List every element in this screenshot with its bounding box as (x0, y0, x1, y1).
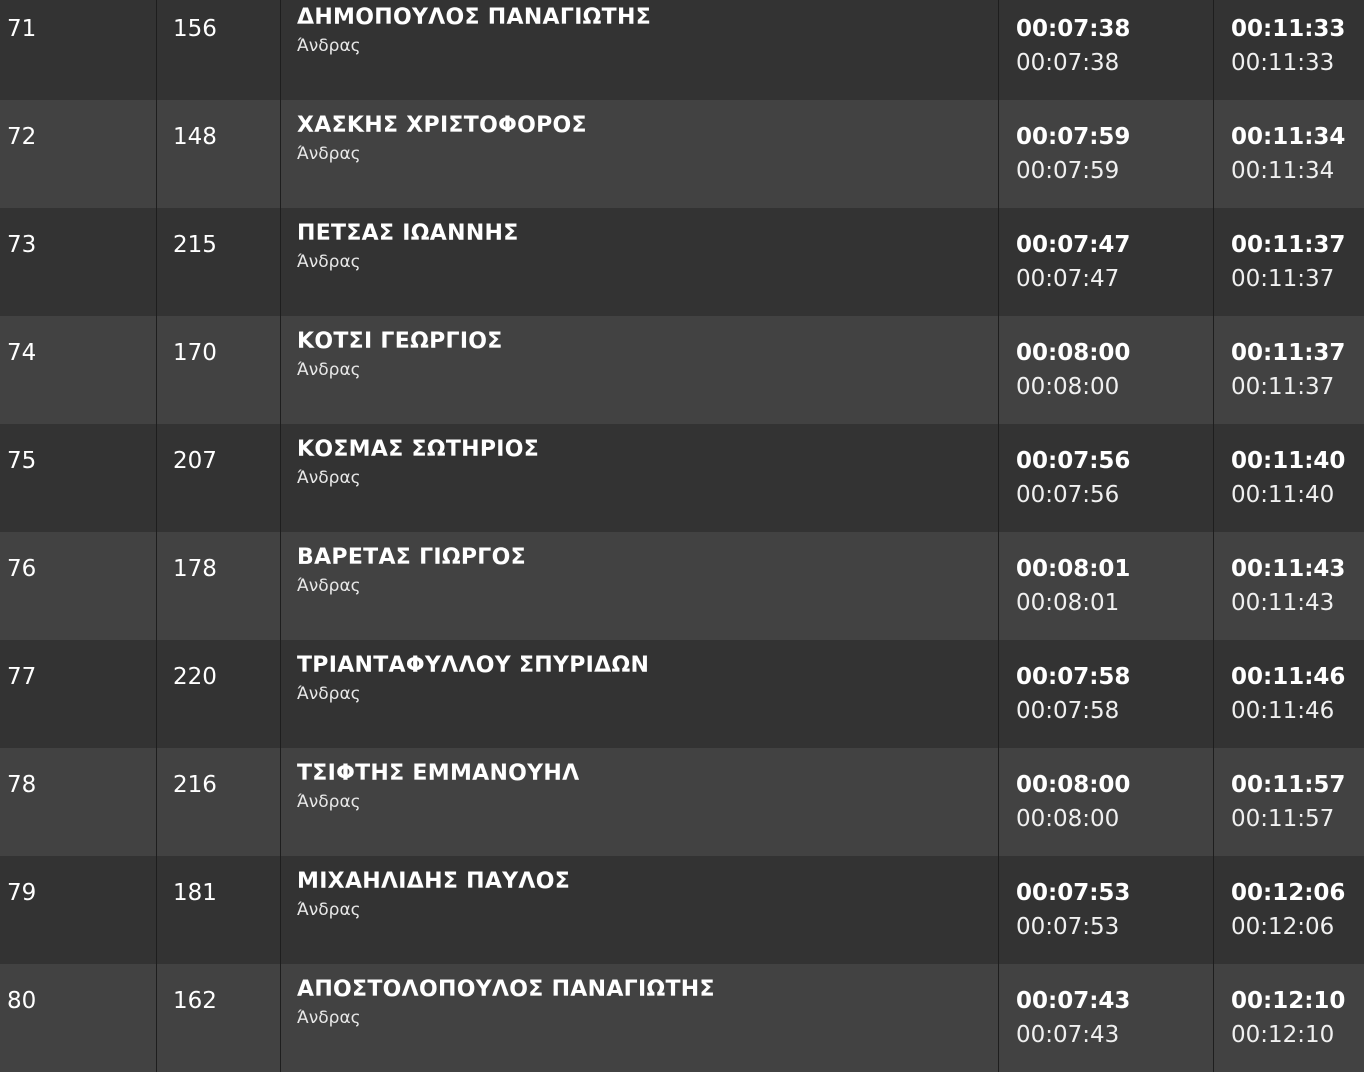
rank-cell: 74 (7, 340, 37, 366)
bib-number-cell: 216 (173, 772, 217, 798)
rank-cell: 72 (7, 124, 37, 150)
column-divider (1213, 100, 1214, 208)
time-1-secondary: 00:08:01 (1016, 590, 1120, 616)
column-divider (1213, 748, 1214, 856)
rank-cell: 71 (7, 16, 37, 42)
column-divider (1213, 424, 1214, 532)
time-1-secondary: 00:07:47 (1016, 266, 1120, 292)
time-2-primary: 00:12:06 (1231, 880, 1346, 906)
column-divider (156, 640, 157, 748)
table-row[interactable] (0, 532, 1364, 640)
column-divider (1213, 856, 1214, 964)
column-divider (280, 640, 281, 748)
time-2-primary: 00:11:37 (1231, 232, 1346, 258)
column-divider (998, 100, 999, 208)
bib-number-cell: 215 (173, 232, 217, 258)
table-row[interactable] (0, 424, 1364, 532)
column-divider (1213, 640, 1214, 748)
athlete-name: ΤΡΙΑΝΤΑΦΥΛΛΟΥ ΣΠΥΡΙΔΩΝ (297, 653, 650, 678)
column-divider (280, 100, 281, 208)
column-divider (156, 100, 157, 208)
time-2-secondary: 00:12:06 (1231, 914, 1335, 940)
athlete-category: Άνδρας (297, 144, 361, 164)
time-2-secondary: 00:11:46 (1231, 698, 1335, 724)
column-divider (280, 748, 281, 856)
bib-number-cell: 148 (173, 124, 217, 150)
column-divider (1213, 964, 1214, 1072)
column-divider (998, 208, 999, 316)
time-2-primary: 00:11:40 (1231, 448, 1346, 474)
column-divider (1213, 316, 1214, 424)
rank-cell: 77 (7, 664, 37, 690)
column-divider (156, 856, 157, 964)
athlete-name: ΧΑΣΚΗΣ ΧΡΙΣΤΟΦΟΡΟΣ (297, 113, 587, 138)
time-1-secondary: 00:07:58 (1016, 698, 1120, 724)
time-2-secondary: 00:11:34 (1231, 158, 1335, 184)
rank-cell: 73 (7, 232, 37, 258)
time-2-primary: 00:11:33 (1231, 16, 1346, 42)
column-divider (280, 316, 281, 424)
column-divider (998, 856, 999, 964)
column-divider (1213, 532, 1214, 640)
time-1-secondary: 00:07:38 (1016, 50, 1120, 76)
column-divider (156, 532, 157, 640)
bib-number-cell: 170 (173, 340, 217, 366)
bib-number-cell: 162 (173, 988, 217, 1014)
column-divider (280, 0, 281, 100)
time-2-secondary: 00:11:40 (1231, 482, 1335, 508)
time-2-primary: 00:11:57 (1231, 772, 1346, 798)
time-1-primary: 00:07:47 (1016, 232, 1131, 258)
bib-number-cell: 220 (173, 664, 217, 690)
column-divider (280, 964, 281, 1072)
table-row[interactable] (0, 316, 1364, 424)
table-row[interactable] (0, 640, 1364, 748)
athlete-category: Άνδρας (297, 900, 361, 920)
table-row[interactable] (0, 856, 1364, 964)
time-1-secondary: 00:08:00 (1016, 374, 1120, 400)
time-2-primary: 00:11:43 (1231, 556, 1346, 582)
time-2-secondary: 00:11:33 (1231, 50, 1335, 76)
column-divider (156, 0, 157, 100)
time-1-primary: 00:08:00 (1016, 772, 1131, 798)
time-1-primary: 00:08:00 (1016, 340, 1131, 366)
column-divider (156, 316, 157, 424)
time-1-secondary: 00:07:43 (1016, 1022, 1120, 1048)
column-divider (280, 424, 281, 532)
time-1-primary: 00:07:56 (1016, 448, 1131, 474)
rank-cell: 76 (7, 556, 37, 582)
time-2-secondary: 00:11:37 (1231, 374, 1335, 400)
athlete-category: Άνδρας (297, 792, 361, 812)
athlete-category: Άνδρας (297, 684, 361, 704)
time-1-primary: 00:07:58 (1016, 664, 1131, 690)
time-2-secondary: 00:11:37 (1231, 266, 1335, 292)
column-divider (280, 856, 281, 964)
column-divider (280, 532, 281, 640)
athlete-category: Άνδρας (297, 576, 361, 596)
rank-cell: 75 (7, 448, 37, 474)
rank-cell: 78 (7, 772, 37, 798)
time-2-primary: 00:12:10 (1231, 988, 1346, 1014)
rank-cell: 79 (7, 880, 37, 906)
rank-cell: 80 (7, 988, 37, 1014)
athlete-name: ΔΗΜΟΠΟΥΛΟΣ ΠΑΝΑΓΙΩΤΗΣ (297, 5, 652, 30)
column-divider (998, 748, 999, 856)
athlete-name: ΤΣΙΦΤΗΣ ΕΜΜΑΝΟΥΗΛ (297, 761, 580, 786)
bib-number-cell: 181 (173, 880, 217, 906)
table-row[interactable] (0, 748, 1364, 856)
athlete-name: ΑΠΟΣΤΟΛΟΠΟΥΛΟΣ ΠΑΝΑΓΙΩΤΗΣ (297, 977, 715, 1002)
athlete-category: Άνδρας (297, 36, 361, 56)
time-1-primary: 00:07:43 (1016, 988, 1131, 1014)
athlete-name: ΜΙΧΑΗΛΙΔΗΣ ΠΑΥΛΟΣ (297, 869, 571, 894)
time-2-primary: 00:11:34 (1231, 124, 1346, 150)
table-row[interactable] (0, 100, 1364, 208)
column-divider (998, 424, 999, 532)
column-divider (156, 424, 157, 532)
time-2-primary: 00:11:37 (1231, 340, 1346, 366)
table-row[interactable] (0, 964, 1364, 1072)
time-1-primary: 00:07:53 (1016, 880, 1131, 906)
table-row[interactable] (0, 208, 1364, 316)
athlete-name: ΒΑΡΕΤΑΣ ΓΙΩΡΓΟΣ (297, 545, 526, 570)
athlete-name: ΚΟΣΜΑΣ ΣΩΤΗΡΙΟΣ (297, 437, 540, 462)
bib-number-cell: 178 (173, 556, 217, 582)
column-divider (998, 640, 999, 748)
column-divider (998, 0, 999, 100)
column-divider (998, 316, 999, 424)
time-1-primary: 00:08:01 (1016, 556, 1131, 582)
column-divider (998, 964, 999, 1072)
athlete-category: Άνδρας (297, 468, 361, 488)
time-2-primary: 00:11:46 (1231, 664, 1346, 690)
time-1-secondary: 00:07:56 (1016, 482, 1120, 508)
time-2-secondary: 00:12:10 (1231, 1022, 1335, 1048)
time-1-secondary: 00:07:59 (1016, 158, 1120, 184)
athlete-category: Άνδρας (297, 1008, 361, 1028)
column-divider (1213, 208, 1214, 316)
column-divider (998, 532, 999, 640)
athlete-name: ΚΟΤΣΙ ΓΕΩΡΓΙΟΣ (297, 329, 503, 354)
athlete-category: Άνδρας (297, 360, 361, 380)
column-divider (156, 208, 157, 316)
column-divider (1213, 0, 1214, 100)
bib-number-cell: 207 (173, 448, 217, 474)
time-2-secondary: 00:11:43 (1231, 590, 1335, 616)
column-divider (156, 964, 157, 1072)
time-2-secondary: 00:11:57 (1231, 806, 1335, 832)
table-row[interactable] (0, 0, 1364, 100)
time-1-primary: 00:07:59 (1016, 124, 1131, 150)
column-divider (156, 748, 157, 856)
time-1-secondary: 00:08:00 (1016, 806, 1120, 832)
bib-number-cell: 156 (173, 16, 217, 42)
athlete-name: ΠΕΤΣΑΣ ΙΩΑΝΝΗΣ (297, 221, 519, 246)
time-1-secondary: 00:07:53 (1016, 914, 1120, 940)
column-divider (280, 208, 281, 316)
time-1-primary: 00:07:38 (1016, 16, 1131, 42)
athlete-category: Άνδρας (297, 252, 361, 272)
